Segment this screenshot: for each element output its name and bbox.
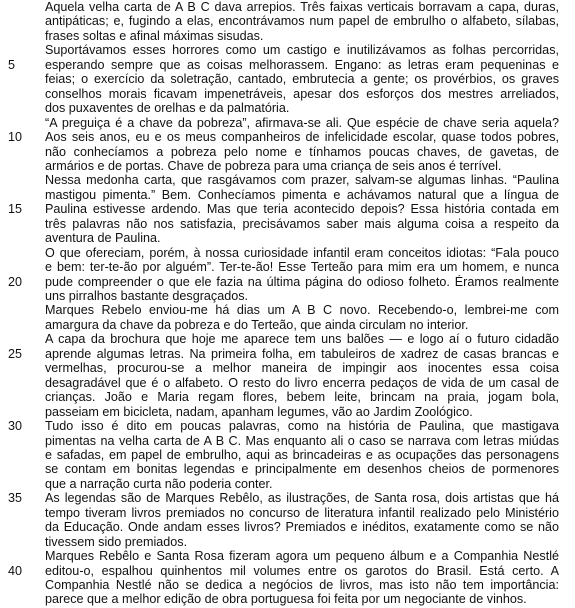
line-text: passeiam em bicicleta, nadam, apanham legumes, vão ao Jardim Zoológico. <box>45 404 473 419</box>
text-line <box>0 405 575 419</box>
text-line <box>0 347 575 361</box>
line-text: Paulina estivesse ardendo. Mas que teria acontecido depois? Essa história contada em <box>45 202 559 217</box>
text-line <box>0 434 575 448</box>
text-line <box>0 506 575 520</box>
text-line <box>0 72 575 86</box>
line-text: “A preguiça é a chave da pobreza”, afirmava-se ali. Que espécie de chave seria aquela? <box>45 115 559 130</box>
line-text: que a narração curta não poderia conter. <box>45 476 273 491</box>
text-line <box>0 87 575 101</box>
text-line <box>0 130 575 144</box>
line-text: As legendas são de Marques Rebêlo, as ilustrações, de Santa rosa, dois artistas que há <box>45 491 559 506</box>
text-line <box>0 462 575 476</box>
line-text: aventura de Paulina. <box>45 231 161 246</box>
line-text: uns pirralhos bastante desgraçados. <box>45 289 249 303</box>
line-text: pimentas na velha carta de A B C. Mas enquanto ali o caso se narrava com letras miúdas <box>45 433 559 448</box>
line-text: Nessa medonha carta, que rasgávamos com prazer, salvam-se algumas linhas. “Paulina <box>45 173 559 188</box>
line-text: e bem: ter-te-ão por alguém”. Ter-te-ão! Esse Terteão para mim era um homem, e nunca <box>45 260 559 275</box>
text-line <box>0 202 575 216</box>
line-text: dos puxaventes de orelhas e da palmatória. <box>45 101 290 116</box>
line-text: amargura da chave da pobreza e do Terteão, que ainda circulam no interior. <box>45 317 469 332</box>
text-line <box>0 578 575 592</box>
line-number: 30 <box>8 419 23 434</box>
line-number: 5 <box>8 57 16 72</box>
line-text: O que ofereciam, porém, à nossa curiosidade infantil eram conceitos idiotas: “Fala pouco <box>45 245 559 260</box>
line-text: Suportávamos esses horrores como um castigo e inutilizávamos as folhas percorridas, <box>45 43 559 58</box>
line-text: Tudo isso é dito em poucas palavras, como na história de Paulina, que mastigava <box>45 419 559 434</box>
line-text: Aos seis anos, eu e os meus companheiros de infelicidade escolar, quase todos pobres, <box>45 130 559 145</box>
line-text: desagradável que é o alfabeto. O resto do livro encerra pedaços de vida de um casal de <box>45 375 559 390</box>
line-text: Aquela velha carta de A B C dava arrepios. Três faixas verticais borravam a capa, duras, <box>45 0 559 14</box>
line-text: pude compreender o que ele fazia na última página do odioso folheto. Éramos realmente <box>45 274 559 289</box>
text-line <box>0 14 575 28</box>
text-line <box>0 535 575 549</box>
line-text: e safadas, em papel de embrulho, aqui as brincadeiras e as ocupações das personagens <box>45 447 559 462</box>
text-line <box>0 361 575 375</box>
text-line <box>0 0 575 14</box>
text-line <box>0 159 575 173</box>
text-line <box>0 289 575 303</box>
text-line <box>0 217 575 231</box>
line-text: Marques Rebelo enviou-me há dias um A B C novo. Recebendo-o, lembrei-me com <box>45 303 559 318</box>
text-line <box>0 260 575 274</box>
line-number: 10 <box>8 130 23 145</box>
text-line <box>0 448 575 462</box>
text-line <box>0 116 575 130</box>
line-text: não conhecíamos a pobreza pelo nome e tínhamos poucas chaves, de gavetas, de <box>45 144 559 159</box>
line-text: frases soltas e afinal máximas sisudas. <box>45 28 264 43</box>
line-text: esperando sempre que as coisas melhorassem. Engano: as letras eram pequeninas e <box>45 57 559 72</box>
text-line <box>0 564 575 578</box>
line-text: Marques Rebêlo e Santa Rosa fizeram agora um pequeno álbum e a Companhia Nestlé <box>45 549 559 564</box>
line-text: tivessem sido premiados. <box>45 534 188 549</box>
line-text: aprende algumas letras. Na primeira folha, em tabuleiros de xadrez de casas brancas e <box>45 346 559 361</box>
line-text: se contam em bonitas legendas e principalmente em desenhos cheios de pormenores <box>45 462 559 477</box>
line-number: 20 <box>8 274 23 289</box>
text-line <box>0 419 575 433</box>
line-text: feias; o exercício da soletração, cantado, embrutecia a gente; os provérbios, os graves <box>45 72 559 87</box>
line-number: 35 <box>8 491 23 506</box>
text-line <box>0 303 575 317</box>
line-number: 25 <box>8 346 23 361</box>
line-text: antipáticas; e, fugindo a elas, encontrávamos num papel de embrulho o alfabeto, sílabas, <box>45 14 559 29</box>
line-text: conselhos morais ficavam impenetráveis, apesar dos esforços dos mestres arreliados, <box>45 86 559 101</box>
line-text: armários e de portas. Chave de pobreza para uma criança de seis anos é terrível. <box>45 158 502 173</box>
text-line <box>0 43 575 57</box>
text-line <box>0 173 575 187</box>
text-line <box>0 58 575 72</box>
line-text: mastigou pimenta.” Bem. Conhecíamos pimenta e achávamos natural que a língua de <box>45 187 559 202</box>
text-line <box>0 491 575 505</box>
text-line <box>0 231 575 245</box>
text-line <box>0 390 575 404</box>
text-line <box>0 275 575 289</box>
text-line <box>0 246 575 260</box>
text-line <box>0 145 575 159</box>
text-line <box>0 549 575 563</box>
text-line <box>0 318 575 332</box>
line-number: 40 <box>8 563 23 578</box>
line-number: 15 <box>8 202 23 217</box>
line-text: crianças. João e Maria regam flores, bebem leite, brincam na praia, jogam bola, <box>45 390 559 405</box>
line-text: A capa da brochura que hoje me aparece tem uns balões — e logo aí o futuro cidadão <box>45 332 559 347</box>
text-line <box>0 188 575 202</box>
line-text: vermelhas, procurou-se a melhor maneira de impingir aos inocentes essa coisa <box>45 361 559 376</box>
line-text: tempo tiveram livros premiados no concurso de literatura infantil realizado pelo Ministério <box>45 505 559 520</box>
line-text: três palavras não nos satisfazia, precisávamos saber mais alguma coisa a respeito da <box>45 216 559 231</box>
text-line <box>0 29 575 43</box>
text-line <box>0 592 575 606</box>
text-line <box>0 376 575 390</box>
line-text: parece que a melhor edição de obra portuguesa foi feita por um negociante de vinhos. <box>45 592 527 607</box>
text-line <box>0 101 575 115</box>
line-text: da Educação. Onde andam esses livros? Premiados e inéditos, exatamente como se não <box>45 520 559 535</box>
text-line <box>0 520 575 534</box>
line-text: Companhia Nestlé não se dedica a negócios de livros, mas isto não tem importância: <box>45 578 559 592</box>
text-line <box>0 332 575 346</box>
text-line <box>0 477 575 491</box>
line-text: editou-o, espalhou quinhentos mil volumes entre os garotos do Brasil. Está certo. A <box>45 563 559 578</box>
